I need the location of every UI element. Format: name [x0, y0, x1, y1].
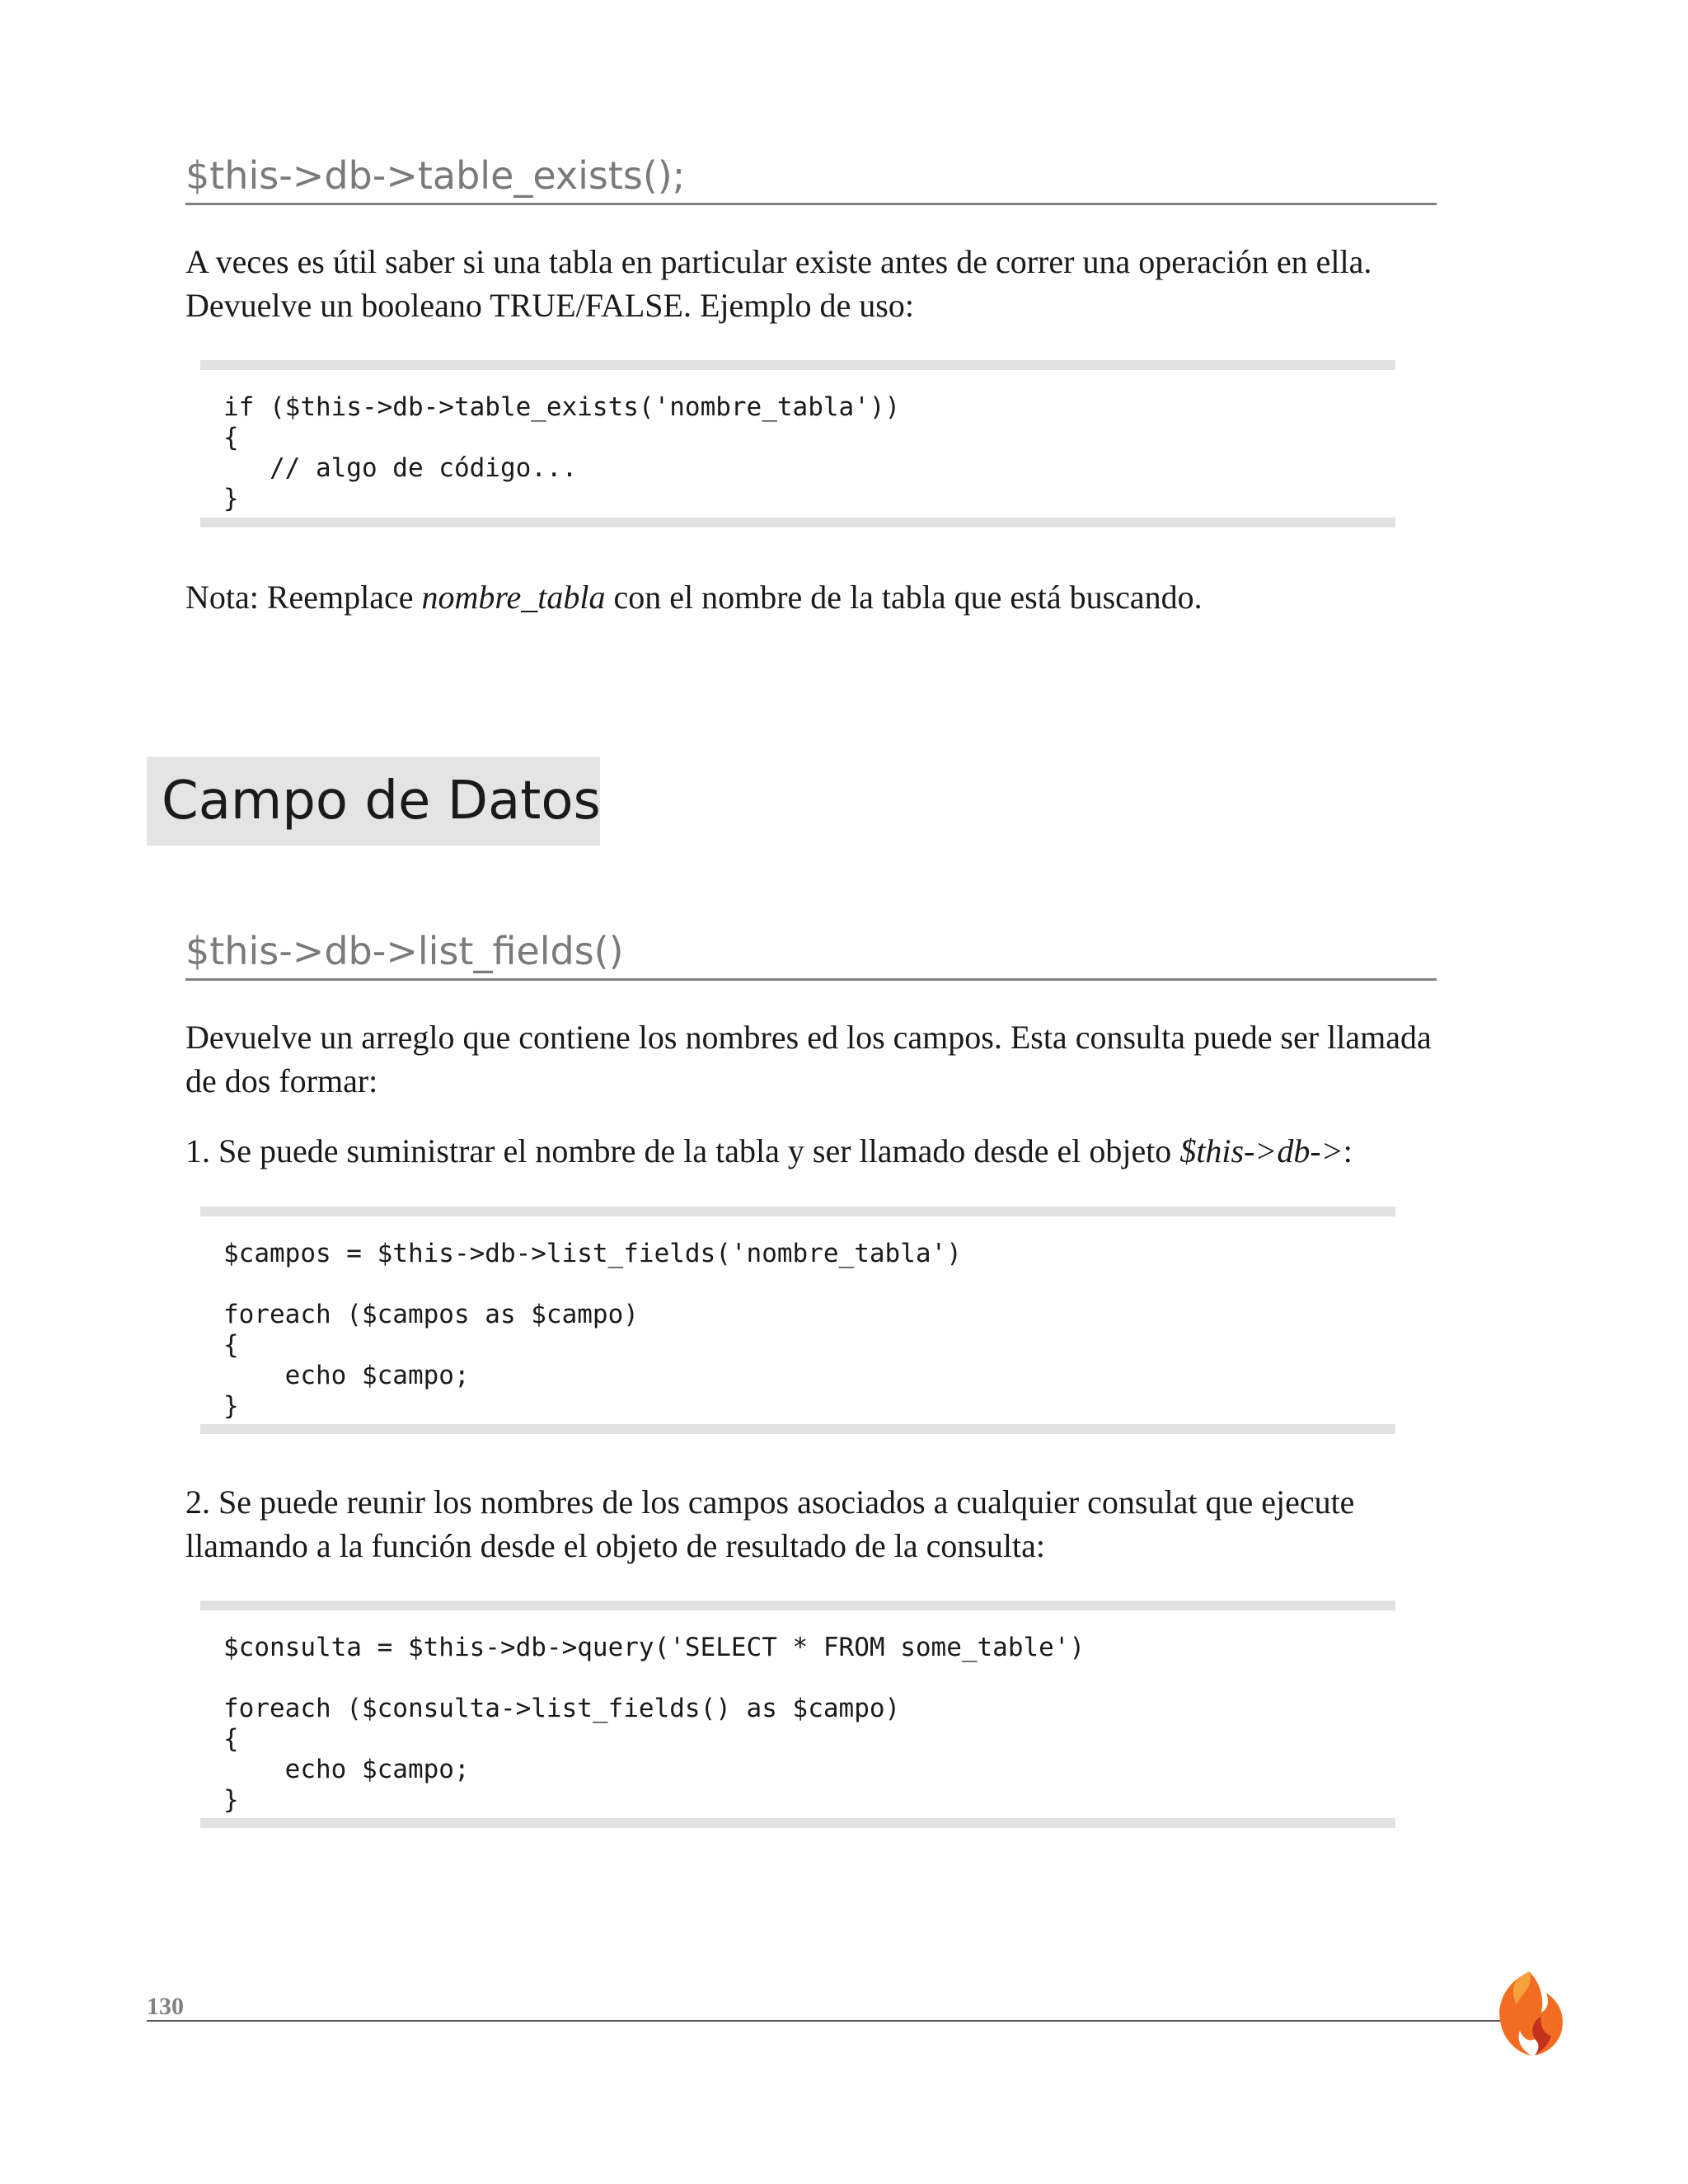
- footer-rule: [147, 2020, 1515, 2022]
- item1-suffix: :: [1343, 1132, 1353, 1169]
- code-text: if ($this->db->table_exists('nombre_tabla')) { // algo de código... }: [223, 392, 901, 513]
- code-block-table-exists: [200, 360, 1395, 527]
- note-emphasis: nombre_tabla: [421, 579, 606, 616]
- item1-emphasis: $this->db->: [1179, 1132, 1343, 1169]
- note-suffix: con el nombre de la tabla que está buscando.: [605, 579, 1203, 616]
- heading-rule: [185, 203, 1437, 205]
- flame-logo-icon: [1492, 1968, 1566, 2059]
- paragraph-note: [185, 575, 1438, 619]
- code-text: $campos = $this->db->list_fields('nombre_tabla') foreach ($campos as $campo) { echo $campo; }: [223, 1239, 962, 1421]
- paragraph-list-fields-intro: Devuelve un arreglo que contiene los nombres ed los campos. Esta consulta puede ser llamada de dos formar:: [185, 1019, 1432, 1099]
- paragraph-table-exists-intro: A veces es útil saber si una tabla en particular existe antes de correr una operación en ella. Devuelve un booleano TRUE/FALSE. Ejemplo de uso:: [185, 243, 1372, 324]
- section-heading-list-fields: $this->db->list_fields(): [185, 929, 624, 973]
- page-number: 130: [147, 1993, 184, 2020]
- heading-rule: [185, 978, 1437, 981]
- code-text: $consulta = $this->db->query('SELECT * FROM some_table') foreach ($consulta->list_fields() as $campo) { echo $campo; }: [223, 1633, 1085, 1815]
- section-heading-table-exists: $this->db->table_exists();: [185, 153, 686, 198]
- code-block-list-fields: [200, 1207, 1395, 1434]
- code-block-query-list-fields: [200, 1601, 1395, 1828]
- paragraph-item-1: [185, 1129, 1455, 1173]
- paragraph-item-2: 2. Se puede reunir los nombres de los campos asociados a cualquier consulat que ejecute llamando a la función desde el objeto de resultado de la consulta:: [185, 1483, 1355, 1564]
- item1-prefix: 1. Se puede suministrar el nombre de la tabla y ser llamado desde el objeto: [185, 1132, 1180, 1169]
- chapter-title: Campo de Datos: [147, 757, 600, 846]
- note-prefix: Nota: Reemplace: [185, 579, 422, 616]
